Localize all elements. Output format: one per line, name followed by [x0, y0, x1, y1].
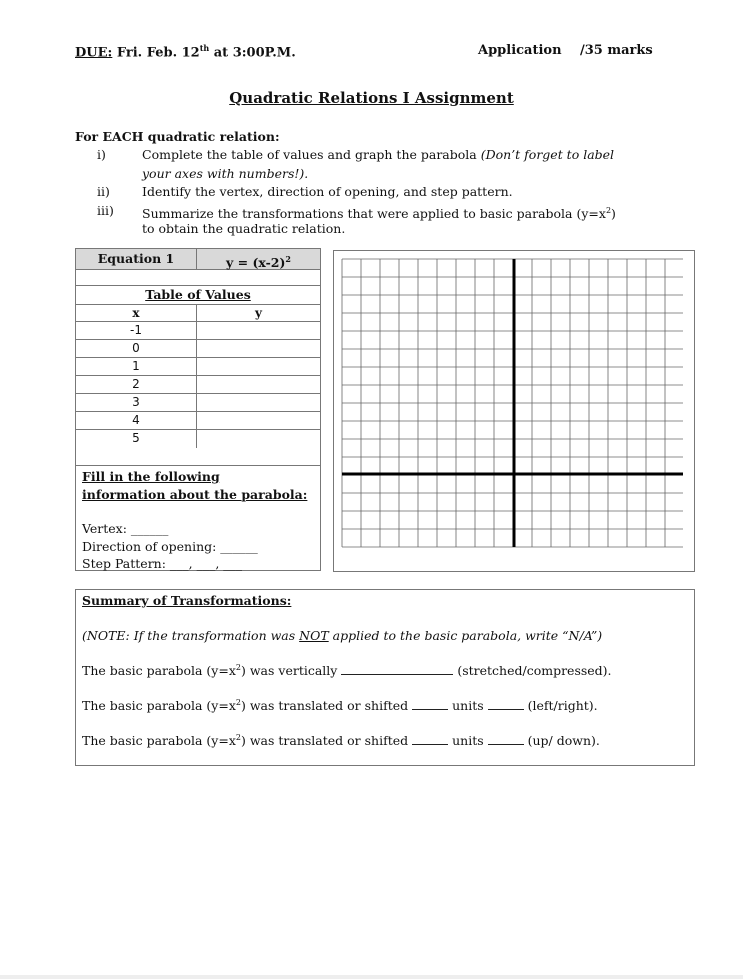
- instruction-text-cont: to obtain the quadratic relation.: [142, 221, 346, 236]
- instruction-3-sup: 2: [605, 205, 612, 215]
- line-3-pre: The basic parabola (y=x: [82, 733, 236, 749]
- x-value-cell: 0: [132, 341, 140, 355]
- fill-title-line-2: information about the parabola:: [82, 487, 308, 502]
- x-value-cell: -1: [130, 323, 142, 337]
- step-pattern-field[interactable]: Step Pattern: ___, ___, ___: [82, 556, 243, 571]
- line-1-end: (stretched/compressed).: [457, 663, 612, 679]
- line-3-sup: 2: [235, 733, 241, 742]
- y-value-cell[interactable]: [197, 429, 320, 447]
- vertex-field[interactable]: Vertex: ______: [82, 521, 169, 536]
- line-3-mid: ) was translated or shifted: [241, 733, 409, 749]
- x-value-cell: 5: [132, 431, 140, 445]
- fill-title: [82, 468, 307, 504]
- y-value-cell[interactable]: [197, 357, 320, 375]
- equation-label: Equation 1: [76, 249, 197, 269]
- marks-label: /35 marks: [580, 43, 653, 58]
- instruction-number: i): [97, 147, 106, 162]
- instructions-list: [97, 146, 697, 241]
- summary-note: [82, 628, 602, 643]
- divider: [76, 304, 320, 305]
- summary-line-vertical-shift: [82, 733, 600, 748]
- line-2-pre: The basic parabola (y=x: [82, 698, 236, 714]
- due-label: DUE:: [75, 45, 113, 61]
- instruction-text-cont: [142, 165, 662, 184]
- stretch-blank[interactable]: [341, 663, 453, 675]
- parabola-info: [82, 520, 258, 573]
- horizontal-direction-blank[interactable]: [488, 698, 524, 710]
- fill-title-line-1: Fill in the following: [82, 469, 220, 484]
- direction-field[interactable]: Direction of opening: ______: [82, 538, 258, 554]
- line-3-end: (up/ down).: [527, 733, 600, 749]
- due-date-text: Fri. Feb. 12: [112, 45, 200, 61]
- instruction-text: [142, 146, 662, 165]
- note-pre: (NOTE: If the transformation was: [82, 628, 300, 643]
- equation-sup: 2: [285, 254, 291, 264]
- line-2-mid: ) was translated or shifted: [241, 698, 409, 714]
- category-label: Application: [478, 43, 562, 58]
- line-2-end: (left/right).: [527, 698, 598, 714]
- instruction-number: ii): [97, 184, 110, 199]
- page-title: Quadratic Relations I Assignment: [229, 89, 514, 107]
- y-value-cell[interactable]: [197, 375, 320, 393]
- y-value-cell[interactable]: [197, 411, 320, 429]
- line-1-mid: ) was vertically: [241, 663, 338, 679]
- instruction-1-text: Complete the table of values and graph the parabola: [142, 147, 481, 162]
- line-1-pre: The basic parabola (y=x: [82, 663, 236, 679]
- vertical-direction-blank[interactable]: [488, 733, 524, 745]
- note-post: applied to the basic parabola, write “N/A”): [328, 628, 603, 643]
- graph-area: [333, 250, 695, 572]
- column-header-y: y: [255, 306, 262, 320]
- equation-header: [76, 249, 320, 270]
- instruction-1-note: (Don’t forget to label: [480, 147, 615, 162]
- y-value-cell[interactable]: [197, 339, 320, 357]
- due-date-sup: th: [199, 43, 210, 53]
- line-1-sup: 2: [235, 663, 241, 672]
- instruction-text: Identify the vertex, direction of opening, and step pattern.: [142, 184, 513, 199]
- due-time: at 3:00P.M.: [209, 45, 296, 61]
- line-2-sup: 2: [235, 698, 241, 707]
- instructions-lead: For EACH quadratic relation:: [75, 129, 280, 144]
- divider: [76, 465, 320, 466]
- divider: [76, 285, 320, 286]
- instruction-1-cont: your axes with numbers!).: [142, 165, 309, 181]
- vertical-units-blank[interactable]: [412, 733, 448, 745]
- line-3-units: units: [452, 733, 484, 749]
- summary-title: Summary of Transformations:: [82, 593, 292, 608]
- table-title: Table of Values: [145, 287, 251, 302]
- line-2-units: units: [452, 698, 484, 714]
- y-value-cell[interactable]: [197, 321, 320, 339]
- column-header-x: x: [132, 306, 140, 320]
- summary-box: [75, 589, 695, 766]
- x-value-cell: 1: [132, 359, 140, 373]
- instruction-3-text: Summarize the transformations that were applied to basic parabola (y=x: [142, 205, 606, 221]
- y-value-cell[interactable]: [197, 393, 320, 411]
- instruction-number: iii): [97, 202, 114, 218]
- x-value-cell: 3: [132, 395, 140, 409]
- note-not: NOT: [299, 628, 329, 643]
- instruction-3-end: ): [611, 205, 616, 221]
- equation-formula: [197, 249, 320, 269]
- horizontal-units-blank[interactable]: [412, 698, 448, 710]
- equation-box: [75, 248, 321, 571]
- summary-line-horizontal: [82, 698, 598, 713]
- equation-text: y = (x-2): [226, 255, 286, 271]
- x-value-cell: 2: [132, 377, 140, 391]
- x-value-cell: 4: [132, 413, 140, 427]
- page-bottom-edge: [0, 975, 743, 979]
- graph-grid[interactable]: [334, 251, 694, 571]
- summary-line-vertical: [82, 663, 612, 678]
- due-date: [75, 43, 296, 60]
